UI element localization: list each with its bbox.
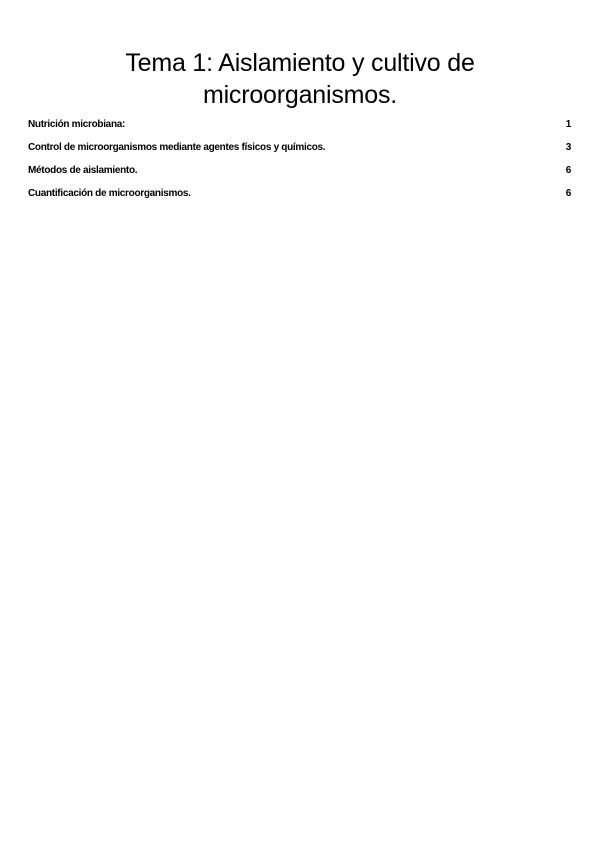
toc-entry-page-number: 6 bbox=[565, 188, 571, 199]
toc-entry-page-number: 6 bbox=[565, 165, 571, 176]
document-title: Tema 1: Aislamiento y cultivo de microorganismos. bbox=[125, 48, 475, 109]
toc-entry-label: Control de microorganismos mediante agentes físicos y químicos. bbox=[28, 142, 326, 153]
toc-entry-label: Nutrición microbiana: bbox=[28, 119, 126, 130]
toc-entry-metodos[interactable] bbox=[28, 165, 571, 188]
table-of-contents bbox=[28, 119, 571, 211]
toc-entry-nutricion[interactable] bbox=[28, 119, 571, 142]
toc-entry-label: Métodos de aislamiento. bbox=[28, 165, 138, 176]
toc-entry-page-number: 3 bbox=[565, 142, 571, 153]
toc-entry-control[interactable] bbox=[28, 142, 571, 165]
toc-entry-label: Cuantificación de microorganismos. bbox=[28, 188, 191, 199]
toc-entry-cuantificacion[interactable] bbox=[28, 188, 571, 211]
toc-entry-page-number: 1 bbox=[565, 119, 571, 130]
